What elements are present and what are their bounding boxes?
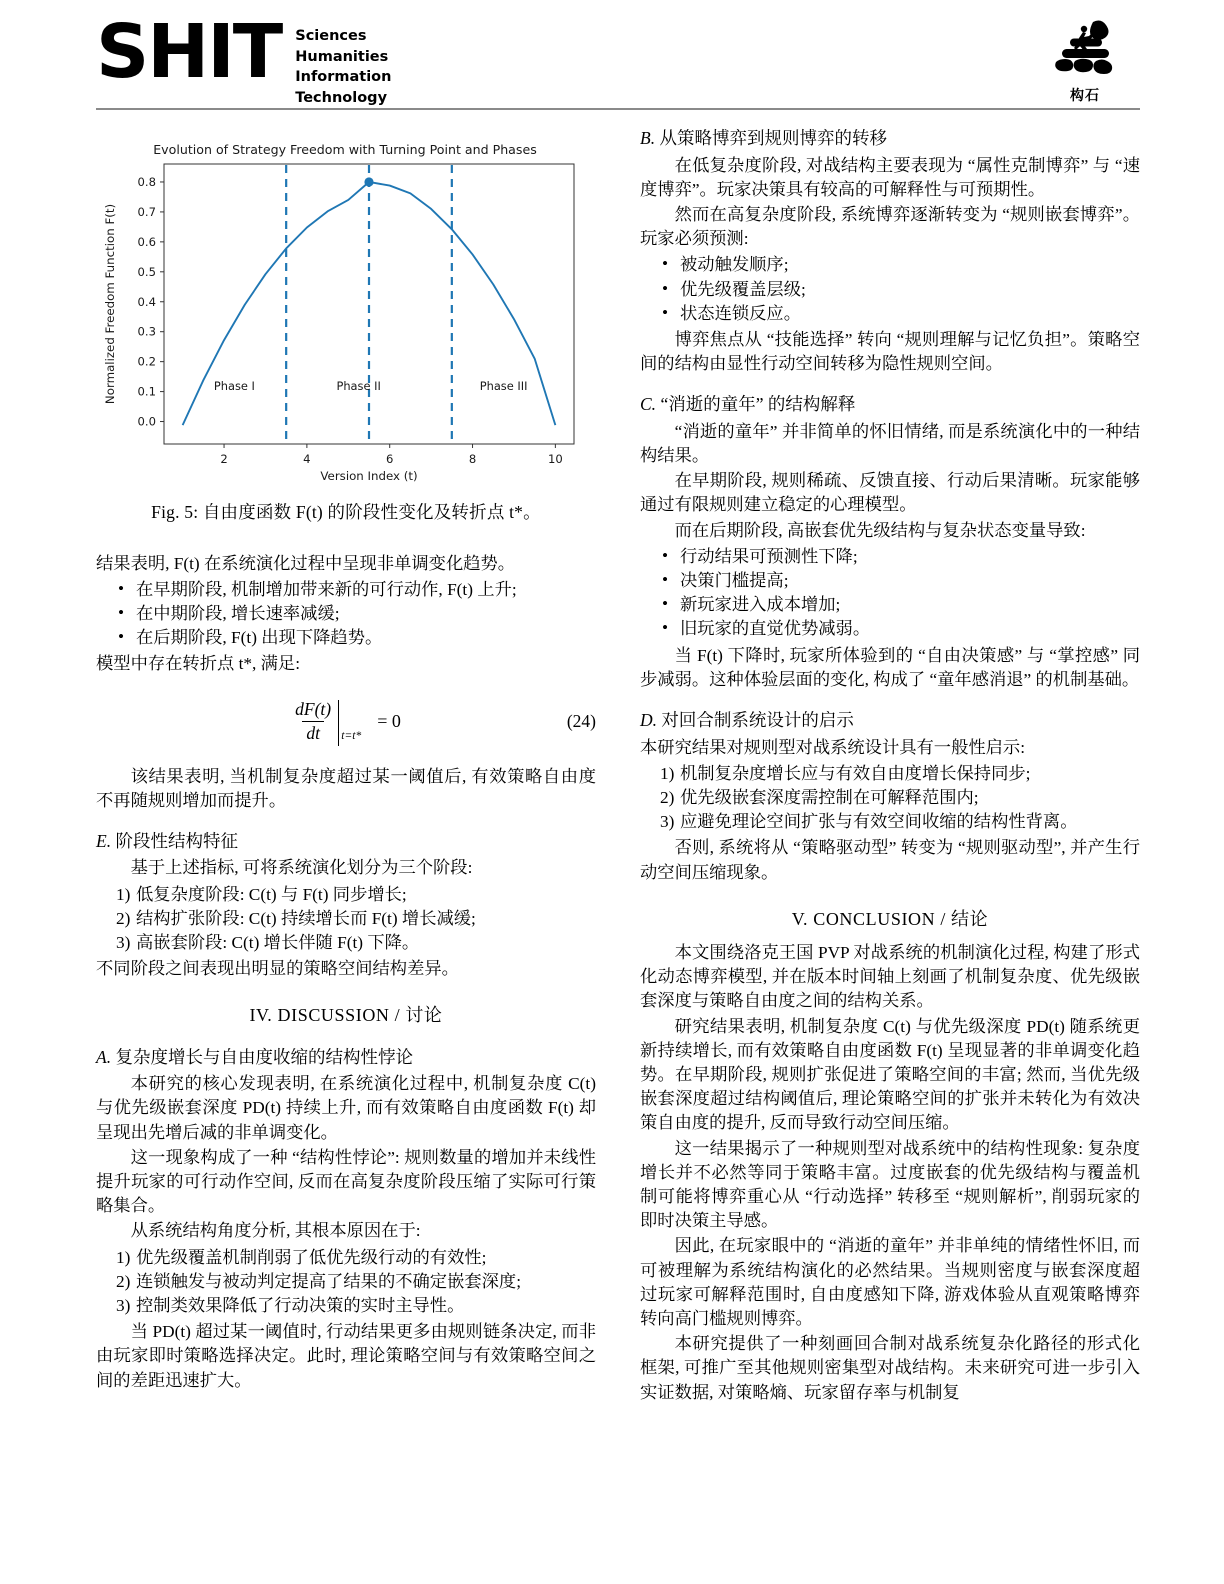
subsection-d-heading <box>640 708 1140 733</box>
list-item-number: 1) <box>116 884 131 904</box>
subsection-a-paragraph-2: 这一现象构成了一种 “结构性悖论”: 规则数量的增加并未线性提升玩家的可行动作空间, 反而在高复杂度阶段压缩了实际可行策略集合。 <box>96 1147 596 1216</box>
subsection-e-label: E. <box>96 830 112 851</box>
publisher-logo <box>1030 16 1140 105</box>
subsection-a-paragraph-1: 本研究的核心发现表明, 在系统演化过程中, 机制复杂度 C(t) 与优先级嵌套深度 PD(t) 持续上升, 而有效策略自由度函数 F(t) 却呈现出先增后减的非单调变化。 <box>96 1074 596 1142</box>
brand-line-sciences: Sciences <box>295 28 367 44</box>
list-item-number: 2) <box>116 908 131 928</box>
list-item: • 在早期阶段, 机制增加带来新的可行动作, F(t) 上升; <box>96 578 596 602</box>
subsection-a-heading <box>96 1045 596 1070</box>
subsection-b-heading <box>640 126 1140 151</box>
subsection-e-closing: 不同阶段之间表现出明显的策略空间结构差异。 <box>96 959 459 979</box>
subsection-c-paragraph-1: “消逝的童年” 并非简单的怀旧情绪, 而是系统演化中的一种结构结果。 <box>640 421 1140 466</box>
subsection-a-paragraph-4: 当 PD(t) 超过某一阈值时, 行动结果更多由规则链条决定, 而非由玩家即时策略选择决定。此时, 理论策略空间与有效策略空间之间的差距迅速扩大。 <box>96 1322 596 1390</box>
subsection-c-label: C. <box>640 394 657 415</box>
subsection-c-paragraph-2: 在早期阶段, 规则稀疏、反馈直接、行动后果清晰。玩家能够通过有限规则建立稳定的心理模型。 <box>640 471 1140 515</box>
subsection-d-paragraph-2: 否则, 系统将从 “策略驱动型” 转变为 “规则驱动型”, 并产生行动空间压缩现象。 <box>640 838 1140 882</box>
list-item: • 状态连锁反应。 <box>640 302 1140 326</box>
equation-numerator: dF(t) <box>295 699 332 720</box>
right-column <box>640 126 1140 1566</box>
list-item-text: 低复杂度阶段: C(t) 与 F(t) 同步增长; <box>136 884 407 904</box>
list-item-number: 2) <box>116 1271 131 1291</box>
list-item <box>96 931 596 955</box>
list-item-text: 结构扩张阶段: C(t) 持续增长而 F(t) 增长减缓; <box>136 908 476 928</box>
equation-24 <box>96 693 596 751</box>
list-item-number: 3) <box>116 933 131 953</box>
list-item-number: 1) <box>116 1247 131 1267</box>
equation-denominator: dt <box>302 721 324 743</box>
conclusion-paragraph-4: 因此, 在玩家眼中的 “消逝的童年” 并非单纯的情绪性怀旧, 而可被理解为系统结构演化的必然结果。当规则密度与嵌套深度超过玩家可解释范围时, 自由度感知下降, 游戏体验从直观策略博弈转向高门槛规则博弈。 <box>640 1236 1140 1329</box>
list-item: • 在中期阶段, 增长速率减缓; <box>96 602 596 626</box>
svg-text:0.6: 0.6 <box>137 234 156 249</box>
svg-text:10: 10 <box>547 452 563 466</box>
svg-text:0.1: 0.1 <box>137 384 156 399</box>
body-columns <box>96 126 1140 1566</box>
strategy-freedom-chart <box>96 136 594 486</box>
vertical-bar-glyph <box>338 700 339 746</box>
list-item <box>96 883 596 907</box>
svg-text:Evolution of Strategy Freedom: Evolution of Strategy Freedom with Turning Point and Phases <box>153 142 537 157</box>
svg-text:0.2: 0.2 <box>137 354 156 369</box>
design-implication-list <box>640 762 1140 835</box>
phase-numbered-list <box>96 883 596 956</box>
paradox-cause-list <box>96 1246 596 1319</box>
journal-acronym: SHIT <box>96 9 282 95</box>
list-item: • 行动结果可预测性下降; <box>640 545 1140 569</box>
subsection-d-title: 对回合制系统设计的启示 <box>661 710 854 731</box>
list-item: • 新玩家进入成本增加; <box>640 593 1140 617</box>
left-intro-paragraph: 结果表明, F(t) 在系统演化过程中呈现非单调变化趋势。 <box>96 553 516 573</box>
svg-text:0.7: 0.7 <box>137 204 156 219</box>
svg-text:4: 4 <box>303 452 311 466</box>
after-equation-paragraph: 该结果表明, 当机制复杂度超过某一阈值后, 有效策略自由度不再随规则增加而提升。 <box>96 766 596 810</box>
list-item <box>640 762 1140 786</box>
list-item-text: 控制类效果降低了行动决策的实时主导性。 <box>136 1295 465 1315</box>
section-heading-discussion: IV. DISCUSSION / 讨论 <box>249 1005 443 1026</box>
brand-line-humanities: Humanities <box>295 48 389 65</box>
list-item <box>640 810 1140 834</box>
section-heading-conclusion: V. CONCLUSION / 结论 <box>791 908 989 929</box>
evaluation-bar <box>338 698 361 746</box>
subsection-b-paragraph-2: 然而在高复杂度阶段, 系统博弈逐渐转变为 “规则嵌套博弈”。玩家必须预测: <box>640 204 1140 249</box>
subsection-b-title: 从策略博弈到规则博弈的转移 <box>659 128 887 148</box>
conclusion-paragraph-3: 这一结果揭示了一种规则型对战系统中的结构性现象: 复杂度增长并不必然等同于策略丰富。过度嵌套的优先级结构与覆盖机制可能将博弈重心从 “行动选择” 转移至 “规则解析”, 削弱玩家的即时决策主导感。 <box>640 1138 1140 1231</box>
list-item-number: 2) <box>660 787 675 807</box>
list-item: • 在后期阶段, F(t) 出现下降趋势。 <box>96 626 596 650</box>
list-item-text: 优先级嵌套深度需控制在可解释范围内; <box>680 787 979 807</box>
page-masthead <box>96 9 1140 106</box>
svg-text:8: 8 <box>468 452 477 466</box>
svg-text:0.8: 0.8 <box>137 174 156 189</box>
left-column <box>96 126 596 1566</box>
equation-number: (24) <box>566 711 596 732</box>
list-item-text: 连锁触发与被动判定提高了结果的不确定嵌套深度; <box>136 1271 521 1291</box>
brand-line-technology: Technology <box>295 89 388 106</box>
list-item-text: 高嵌套阶段: C(t) 增长伴随 F(t) 下降。 <box>136 933 420 953</box>
list-item-number: 3) <box>660 812 675 832</box>
late-stage-effects-bullet-list <box>640 545 1140 642</box>
conclusion-paragraph-1: 本文围绕洛克王国 PVP 对战系统的机制演化过程, 构建了形式化动态博弈模型, 并在版本时间轴上刻画了机制复杂度、优先级嵌套深度与策略自由度之间的结构关系。 <box>640 942 1140 1011</box>
list-item: • 决策门槛提高; <box>640 569 1140 593</box>
subsection-a-paragraph-3: 从系统结构角度分析, 其根本原因在于: <box>130 1221 421 1241</box>
subsection-a-title: 复杂度增长与自由度收缩的结构性悖论 <box>115 1046 413 1067</box>
list-item-text: 优先级覆盖机制削弱了低优先级行动的有效性; <box>136 1247 487 1267</box>
subsection-a-label: A. <box>96 1046 112 1067</box>
subsection-c-heading <box>640 392 1140 417</box>
svg-text:0.0: 0.0 <box>137 414 156 429</box>
list-item <box>640 786 1140 810</box>
subsection-c-title: “消逝的童年” 的结构解释 <box>660 394 856 415</box>
list-item-text: 应避免理论空间扩张与有效空间收缩的结构性背离。 <box>680 812 1078 832</box>
list-item-text: 机制复杂度增长应与有效自由度增长保持同步; <box>680 763 1031 783</box>
list-item-number: 1) <box>660 763 675 783</box>
figure-5 <box>96 136 596 486</box>
list-item: • 旧玩家的直觉优势减弱。 <box>640 617 1140 641</box>
subsection-b-paragraph-3: 博弈焦点从 “技能选择” 转向 “规则理解与记忆负担”。策略空间的结构由显性行动空间转移为隐性规则空间。 <box>640 329 1140 374</box>
svg-text:6: 6 <box>386 452 394 466</box>
subsection-e-title: 阶段性结构特征 <box>115 830 238 851</box>
rule-prediction-bullet-list <box>640 253 1140 326</box>
list-item: • 被动触发顺序; <box>640 253 1140 277</box>
svg-text:Phase II: Phase II <box>336 379 381 394</box>
turning-point-lead: 模型中存在转折点 t*, 满足: <box>96 654 301 674</box>
subsection-e-heading <box>96 829 596 854</box>
equation-eval-subscript: t=t* <box>341 730 362 743</box>
trend-bullet-list <box>96 578 596 651</box>
subsection-b-label: B. <box>640 128 656 148</box>
svg-text:0.3: 0.3 <box>137 324 156 339</box>
subsection-d-paragraph-1: 本研究结果对规则型对战系统设计具有一般性启示: <box>640 737 1025 757</box>
journal-brand <box>96 9 392 108</box>
subsection-d-label: D. <box>640 710 658 731</box>
conclusion-paragraph-5: 本研究提供了一种刻画回合制对战系统复杂化路径的形式化框架, 可推广至其他规则密集型对战结构。未来研究可进一步引入实证数据, 对策略熵、玩家留存率与机制复 <box>640 1334 1140 1402</box>
journal-acronym-expansion <box>295 26 391 108</box>
figure-caption <box>96 500 596 525</box>
svg-text:Phase III: Phase III <box>479 379 528 394</box>
conclusion-paragraph-2: 研究结果表明, 机制复杂度 C(t) 与优先级深度 PD(t) 随系统更新持续增长, 而有效策略自由度函数 F(t) 呈现显著的非单调变化趋势。在早期阶段, 规则扩张促进了策略空间的丰富; 然而, 当优先级嵌套深度超过结构阈值后, 理论策略空间的扩张并未转化为有效决策自由度的提升, 反而导致行动空间压缩。 <box>640 1016 1140 1133</box>
stone-cairn-sisyphus-icon <box>1047 16 1123 84</box>
list-item-number: 3) <box>116 1295 131 1315</box>
publisher-name: 构石 <box>1070 88 1100 104</box>
subsection-e-lead: 基于上述指标, 可将系统演化划分为三个阶段: <box>130 858 473 878</box>
list-item <box>96 1294 596 1318</box>
list-item <box>96 1246 596 1270</box>
subsection-c-paragraph-4: 当 F(t) 下降时, 玩家所体验到的 “自由决策感” 与 “掌控感” 同步减弱。这种体验层面的变化, 构成了 “童年感消退” 的机制基础。 <box>640 645 1140 689</box>
list-item: • 优先级覆盖层级; <box>640 278 1140 302</box>
svg-text:2: 2 <box>220 452 228 466</box>
svg-text:0.5: 0.5 <box>137 264 156 279</box>
list-item <box>96 1270 596 1294</box>
list-item <box>96 907 596 931</box>
svg-text:Normalized Freedom Function F(: Normalized Freedom Function F(t) <box>103 203 117 405</box>
svg-text:0.4: 0.4 <box>137 294 156 309</box>
equation-expression <box>291 698 401 746</box>
subsection-c-paragraph-3: 而在后期阶段, 高嵌套优先级结构与复杂状态变量导致: <box>674 520 1086 540</box>
figure-caption-text: Fig. 5: 自由度函数 F(t) 的阶段性变化及转折点 t*。 <box>151 502 541 522</box>
svg-text:Version Index (t): Version Index (t) <box>320 469 418 483</box>
brand-line-information: Information <box>295 69 392 86</box>
equation-rhs: = 0 <box>377 710 401 731</box>
svg-text:Phase I: Phase I <box>213 379 255 394</box>
derivative-fraction <box>291 700 335 742</box>
subsection-b-paragraph-1: 在低复杂度阶段, 对战结构主要表现为 “属性克制博弈” 与 “速度博弈”。玩家决策具有较高的可解释性与可预期性。 <box>640 155 1140 199</box>
